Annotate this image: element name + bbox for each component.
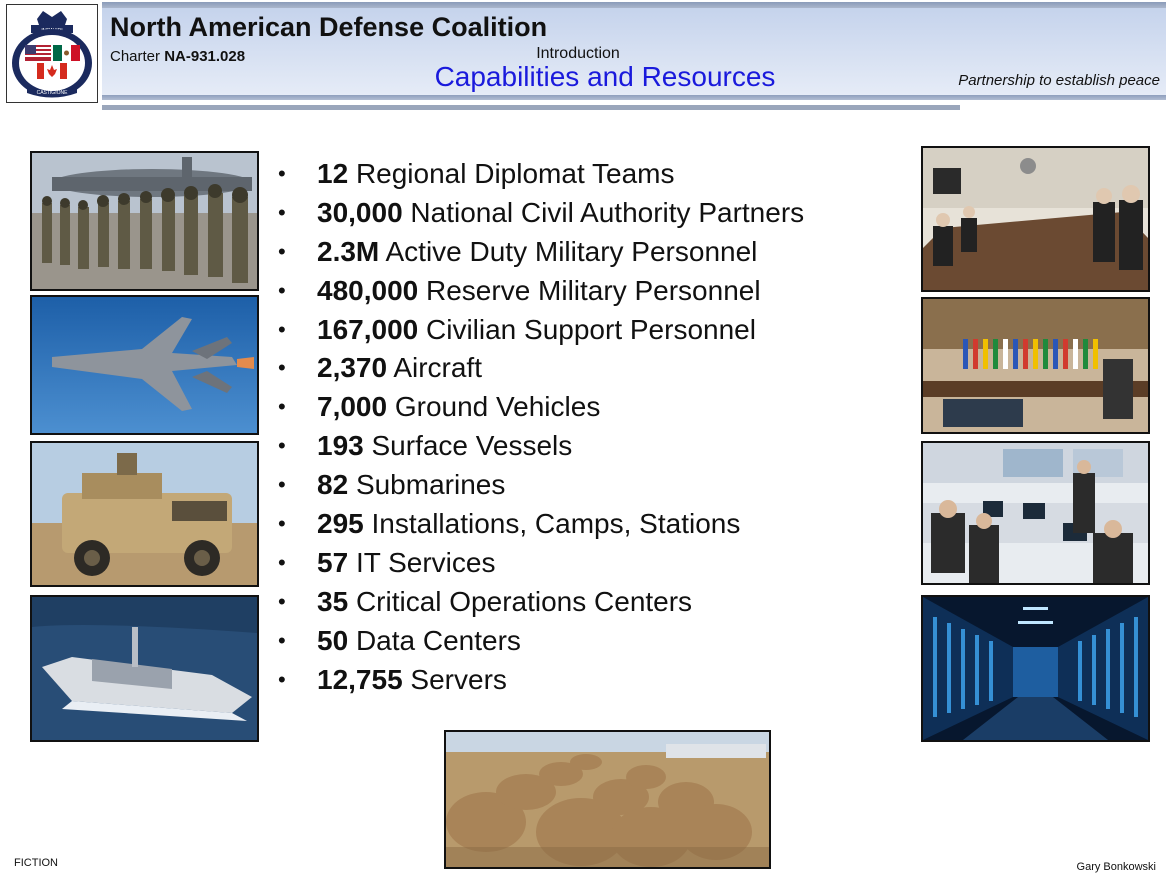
capability-label: National Civil Authority Partners xyxy=(410,196,805,228)
section-label: Introduction xyxy=(536,45,620,62)
diplomatic-meeting-photo xyxy=(921,146,1150,292)
bullet-icon: • xyxy=(278,433,286,459)
list-item xyxy=(278,505,898,544)
capability-label: Critical Operations Centers xyxy=(355,585,693,617)
list-item xyxy=(278,427,898,466)
capability-label: Reserve Military Personnel xyxy=(426,274,761,306)
svg-text:CASTIGIONE: CASTIGIONE xyxy=(36,90,68,96)
capability-label: Servers xyxy=(410,663,507,695)
capability-label: Aircraft xyxy=(393,352,482,384)
list-item xyxy=(278,583,898,622)
capability-label: Installations, Camps, Stations xyxy=(371,508,741,540)
header-bottom-rule xyxy=(102,95,1166,100)
capability-label: Regional Diplomat Teams xyxy=(355,158,675,189)
coalition-logo xyxy=(6,4,98,103)
capability-label: Surface Vessels xyxy=(371,430,573,462)
capability-number: 12,755 xyxy=(317,663,403,695)
capability-label: Civilian Support Personnel xyxy=(426,313,756,345)
capability-label: Ground Vehicles xyxy=(394,391,601,423)
bullet-icon: • xyxy=(278,161,286,186)
bullet-icon: • xyxy=(278,472,286,498)
capability-label: Active Duty Military Personnel xyxy=(385,235,758,267)
list-item xyxy=(278,622,898,661)
footer-classification: FICTION xyxy=(14,857,58,869)
capability-number: 12 xyxy=(317,158,349,189)
capability-number: 167,000 xyxy=(317,313,419,345)
footer-author: Gary Bonkowski xyxy=(1076,861,1156,873)
bullet-icon: • xyxy=(278,666,286,692)
bullet-icon: • xyxy=(278,511,286,537)
capabilities-list xyxy=(278,155,898,699)
warship-photo xyxy=(30,595,259,742)
tagline: Partnership to establish peace xyxy=(958,72,1160,89)
capability-label: Data Centers xyxy=(355,624,521,656)
header-underline xyxy=(102,105,960,110)
capability-number: 480,000 xyxy=(317,274,419,306)
list-item xyxy=(278,272,898,311)
capability-label: Submarines xyxy=(355,469,506,501)
capability-number: 2,370 xyxy=(317,352,388,384)
charter-number xyxy=(110,48,245,65)
list-item xyxy=(278,155,898,194)
list-item xyxy=(278,388,898,427)
bullet-icon: • xyxy=(278,199,286,225)
list-item xyxy=(278,466,898,505)
capability-number: 295 xyxy=(317,508,364,540)
charter-id: NA-931.028 xyxy=(164,48,246,65)
bullet-icon: • xyxy=(278,549,286,575)
bullet-icon: • xyxy=(278,627,286,653)
list-item xyxy=(278,544,898,583)
capability-number: 193 xyxy=(317,430,364,462)
list-item xyxy=(278,233,898,272)
troops-photo xyxy=(30,151,259,291)
tent-camp-photo xyxy=(444,730,771,869)
capability-number: 35 xyxy=(317,585,349,617)
data-center-photo xyxy=(921,595,1150,742)
capability-number: 57 xyxy=(317,546,349,578)
list-item xyxy=(278,311,898,350)
bullet-icon: • xyxy=(278,394,286,420)
list-item xyxy=(278,349,898,388)
charter-prefix: Charter xyxy=(110,48,161,65)
bullet-icon: • xyxy=(278,355,286,381)
bullet-icon: • xyxy=(278,588,286,614)
operations-center-photo xyxy=(921,441,1150,585)
bullet-icon: • xyxy=(278,238,286,264)
organization-title: North American Defense Coalition xyxy=(110,12,548,42)
armored-vehicle-photo xyxy=(30,441,259,587)
conference-photo xyxy=(921,297,1150,434)
list-item xyxy=(278,194,898,233)
capability-number: 30,000 xyxy=(317,196,403,228)
capability-number: 82 xyxy=(317,469,349,501)
capability-label: IT Services xyxy=(355,546,496,578)
capability-number: 50 xyxy=(317,624,349,656)
capability-number: 2.3M xyxy=(317,235,380,267)
list-item xyxy=(278,661,898,700)
fighter-jet-photo xyxy=(30,295,259,435)
slide-title: Capabilities and Resources xyxy=(434,61,776,92)
capability-number: 7,000 xyxy=(317,391,388,423)
bullet-icon: • xyxy=(278,277,286,303)
bullet-icon: • xyxy=(278,316,286,342)
